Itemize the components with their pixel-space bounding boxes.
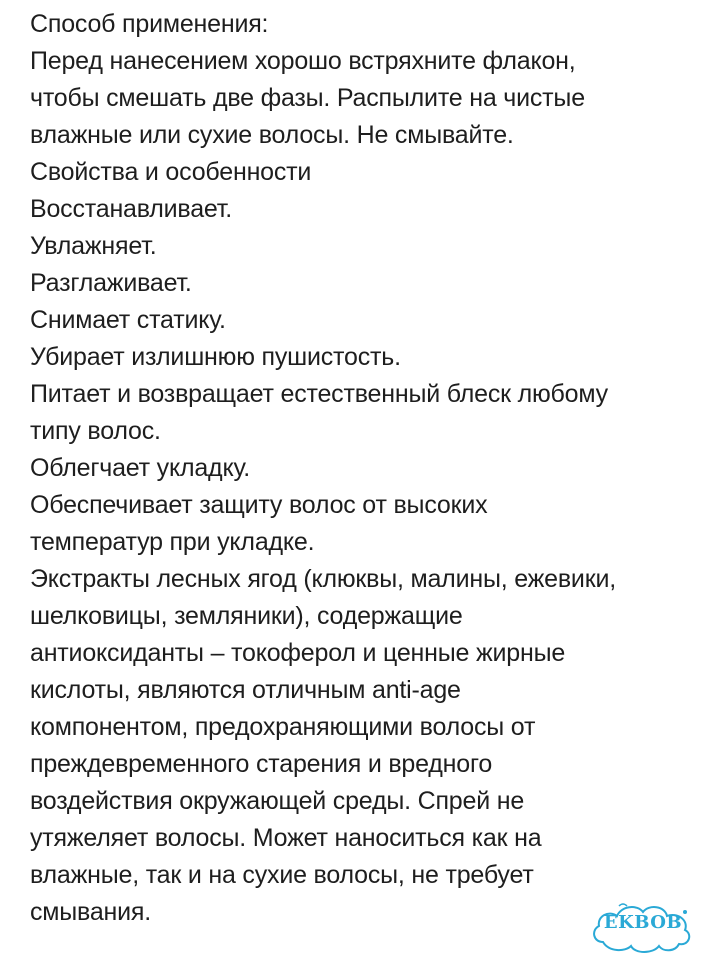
text-line: Перед нанесением хорошо встряхните флакон,: [30, 47, 576, 75]
text-line: Снимает статику.: [30, 306, 226, 334]
watermark-logo: [589, 898, 697, 956]
text-line: Увлажняет.: [30, 232, 157, 260]
text-line: смывания.: [30, 898, 152, 926]
text-line: шелковицы, земляники), содержащие: [30, 602, 463, 630]
text-line: Экстракты лесных ягод (клюквы, малины, ежевики,: [30, 565, 616, 593]
text-line-heading-usage: Способ применения:: [30, 10, 269, 38]
document-text: [30, 6, 700, 931]
text-line: Облегчает укладку.: [30, 454, 251, 482]
text-line: типу волос.: [30, 417, 161, 445]
text-line: кислоты, являются отличным anti-age: [30, 676, 461, 704]
text-line: влажные, так и на сухие волосы, не требует: [30, 861, 534, 889]
text-line: Убирает излишнюю пушистость.: [30, 343, 401, 371]
text-line: воздействия окружающей среды. Спрей не: [30, 787, 525, 815]
text-line: Разглаживает.: [30, 269, 192, 297]
text-line: преждевременного старения и вредного: [30, 750, 493, 778]
text-line: влажные или сухие волосы. Не смывайте.: [30, 121, 514, 149]
text-line: чтобы смешать две фазы. Распылите на чистые: [30, 84, 585, 112]
text-line: антиоксиданты – токоферол и ценные жирные: [30, 639, 566, 667]
text-line: температур при укладке.: [30, 528, 315, 556]
text-line: утяжеляет волосы. Может наноситься как на: [30, 824, 542, 852]
watermark-text: EKBOB: [603, 912, 683, 933]
text-line-heading-properties: Свойства и особенности: [30, 158, 312, 186]
text-line: Обеспечивает защиту волос от высоких: [30, 491, 488, 519]
text-line: Восстанавливает.: [30, 195, 233, 223]
text-line: компонентом, предохраняющими волосы от: [30, 713, 536, 741]
text-line: Питает и возвращает естественный блеск любому: [30, 380, 608, 408]
